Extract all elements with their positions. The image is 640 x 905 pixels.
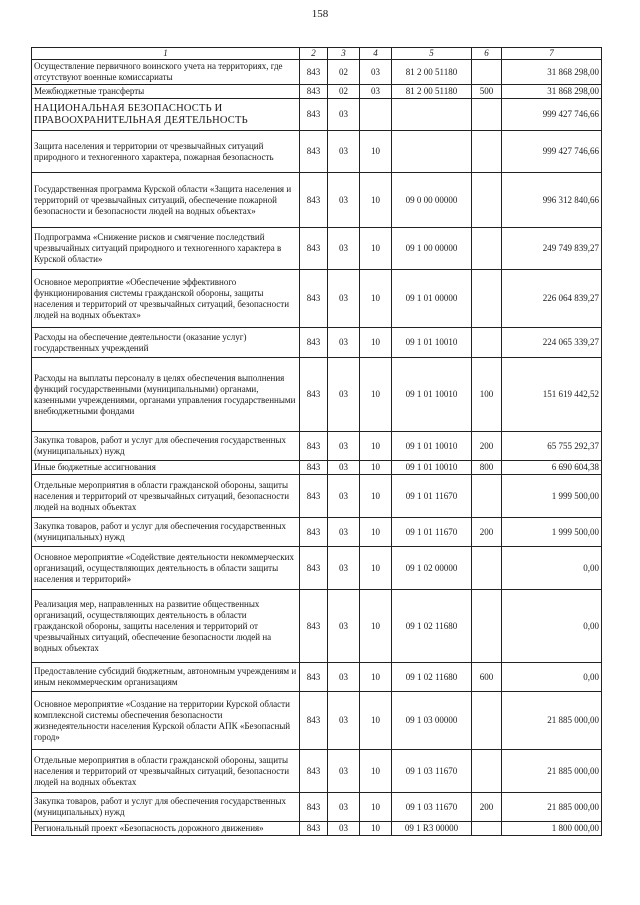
row-vr (472, 173, 502, 228)
row-name: Закупка товаров, работ и услуг для обеспечения государственных (муниципальных) нужд (32, 432, 300, 461)
row-sum: 226 064 839,27 (502, 270, 602, 328)
row-vr (472, 131, 502, 173)
row-pr: 03 (360, 60, 392, 85)
row-ved: 843 (300, 432, 328, 461)
row-pr: 10 (360, 793, 392, 822)
table-row (32, 692, 602, 750)
row-csr: 09 1 03 11670 (392, 793, 472, 822)
table-row (32, 85, 602, 99)
header-cell: 3 (328, 48, 360, 60)
row-pr: 10 (360, 750, 392, 793)
row-ved: 843 (300, 461, 328, 475)
row-ved: 843 (300, 475, 328, 518)
row-pr (360, 99, 392, 131)
row-rz: 03 (328, 793, 360, 822)
row-ved: 843 (300, 328, 328, 358)
header-cell: 5 (392, 48, 472, 60)
row-rz: 03 (328, 692, 360, 750)
row-ved: 843 (300, 358, 328, 432)
row-rz: 03 (328, 663, 360, 692)
row-pr: 10 (360, 822, 392, 836)
row-rz: 03 (328, 590, 360, 663)
header-row (32, 48, 602, 60)
row-csr: 09 1 01 00000 (392, 270, 472, 328)
row-rz: 03 (328, 432, 360, 461)
row-csr (392, 99, 472, 131)
table-row (32, 461, 602, 475)
row-csr: 09 1 02 11680 (392, 590, 472, 663)
row-ved: 843 (300, 518, 328, 547)
row-csr: 09 1 00 00000 (392, 228, 472, 270)
row-csr: 09 1 01 11670 (392, 518, 472, 547)
row-vr: 200 (472, 432, 502, 461)
row-sum: 6 690 604,38 (502, 461, 602, 475)
row-pr: 03 (360, 85, 392, 99)
row-csr: 81 2 00 51180 (392, 85, 472, 99)
row-pr: 10 (360, 228, 392, 270)
row-name: Расходы на обеспечение деятельности (оказание услуг) государственных учреждений (32, 328, 300, 358)
row-csr: 09 1 02 11680 (392, 663, 472, 692)
row-name: НАЦИОНАЛЬНАЯ БЕЗОПАСНОСТЬ И ПРАВООХРАНИТЕЛЬНАЯ ДЕЯТЕЛЬНОСТЬ (32, 99, 300, 131)
row-sum: 1 800 000,00 (502, 822, 602, 836)
row-vr: 200 (472, 793, 502, 822)
row-pr: 10 (360, 358, 392, 432)
row-pr: 10 (360, 547, 392, 590)
row-csr: 09 1 02 00000 (392, 547, 472, 590)
table-row (32, 270, 602, 328)
row-rz: 03 (328, 475, 360, 518)
row-pr: 10 (360, 590, 392, 663)
table-row (32, 663, 602, 692)
row-pr: 10 (360, 270, 392, 328)
row-sum: 151 619 442,52 (502, 358, 602, 432)
row-pr: 10 (360, 692, 392, 750)
row-pr: 10 (360, 518, 392, 547)
row-name: Межбюджетные трансферты (32, 85, 300, 99)
row-name: Отдельные мероприятия в области гражданской обороны, защиты населения и территорий от чрезвычайных ситуаций, безопасности людей на водных объектах (32, 750, 300, 793)
row-vr (472, 822, 502, 836)
row-pr: 10 (360, 663, 392, 692)
row-ved: 843 (300, 822, 328, 836)
header-cell: 7 (502, 48, 602, 60)
row-csr: 09 1 01 10010 (392, 358, 472, 432)
row-ved: 843 (300, 228, 328, 270)
row-pr: 10 (360, 432, 392, 461)
header-cell: 4 (360, 48, 392, 60)
row-rz: 03 (328, 131, 360, 173)
table-row (32, 822, 602, 836)
table-row (32, 793, 602, 822)
row-sum: 31 868 298,00 (502, 85, 602, 99)
row-vr (472, 60, 502, 85)
row-ved: 843 (300, 173, 328, 228)
row-rz: 03 (328, 461, 360, 475)
row-csr: 09 1 R3 00000 (392, 822, 472, 836)
row-ved: 843 (300, 131, 328, 173)
table-row (32, 173, 602, 228)
row-name: Отдельные мероприятия в области гражданской обороны, защиты населения и территорий от чрезвычайных ситуаций, безопасности людей на водных объектах (32, 475, 300, 518)
row-sum: 21 885 000,00 (502, 793, 602, 822)
row-vr (472, 228, 502, 270)
table-row (32, 475, 602, 518)
row-pr: 10 (360, 173, 392, 228)
row-rz: 03 (328, 358, 360, 432)
row-vr: 200 (472, 518, 502, 547)
row-ved: 843 (300, 85, 328, 99)
row-sum: 65 755 292,37 (502, 432, 602, 461)
row-vr: 100 (472, 358, 502, 432)
row-ved: 843 (300, 270, 328, 328)
row-name: Закупка товаров, работ и услуг для обеспечения государственных (муниципальных) нужд (32, 793, 300, 822)
row-sum: 999 427 746,66 (502, 131, 602, 173)
table-row (32, 358, 602, 432)
table-row (32, 99, 602, 131)
row-rz: 02 (328, 60, 360, 85)
row-sum: 999 427 746,66 (502, 99, 602, 131)
row-rz: 03 (328, 518, 360, 547)
row-ved: 843 (300, 750, 328, 793)
header-cell: 6 (472, 48, 502, 60)
row-ved: 843 (300, 547, 328, 590)
row-csr: 81 2 00 51180 (392, 60, 472, 85)
row-rz: 03 (328, 99, 360, 131)
row-pr: 10 (360, 475, 392, 518)
row-sum: 0,00 (502, 547, 602, 590)
row-rz: 03 (328, 547, 360, 590)
row-rz: 03 (328, 328, 360, 358)
row-csr: 09 1 03 00000 (392, 692, 472, 750)
row-vr (472, 547, 502, 590)
row-sum: 996 312 840,66 (502, 173, 602, 228)
row-sum: 0,00 (502, 663, 602, 692)
row-sum: 1 999 500,00 (502, 518, 602, 547)
table-row (32, 518, 602, 547)
row-csr: 09 1 01 10010 (392, 328, 472, 358)
header-cell: 1 (32, 48, 300, 60)
budget-table (31, 47, 602, 836)
row-vr: 800 (472, 461, 502, 475)
page-number: 158 (311, 8, 329, 20)
row-name: Иные бюджетные ассигнования (32, 461, 300, 475)
row-name: Основное мероприятие «Содействие деятельности некоммерческих организаций, осуществляющих деятельность в области защиты населения и территорий» (32, 547, 300, 590)
row-ved: 843 (300, 590, 328, 663)
row-sum: 224 065 339,27 (502, 328, 602, 358)
row-name: Закупка товаров, работ и услуг для обеспечения государственных (муниципальных) нужд (32, 518, 300, 547)
row-pr: 10 (360, 461, 392, 475)
row-name: Расходы на выплаты персоналу в целях обеспечения выполнения функций государственными (муниципальными) органами, казенными учреждениями, органами управления государственными внебюджетными фондами (32, 358, 300, 432)
row-vr (472, 692, 502, 750)
row-rz: 03 (328, 822, 360, 836)
row-csr: 09 1 01 10010 (392, 461, 472, 475)
row-rz: 03 (328, 270, 360, 328)
table-row (32, 750, 602, 793)
row-vr (472, 750, 502, 793)
row-vr (472, 590, 502, 663)
row-pr: 10 (360, 328, 392, 358)
row-csr: 09 1 03 11670 (392, 750, 472, 793)
row-rz: 03 (328, 750, 360, 793)
row-vr (472, 475, 502, 518)
row-vr (472, 270, 502, 328)
row-ved: 843 (300, 663, 328, 692)
row-sum: 249 749 839,27 (502, 228, 602, 270)
row-csr: 09 1 01 10010 (392, 432, 472, 461)
row-ved: 843 (300, 793, 328, 822)
row-sum: 31 868 298,00 (502, 60, 602, 85)
table-row (32, 328, 602, 358)
table-row (32, 432, 602, 461)
row-csr: 09 1 01 11670 (392, 475, 472, 518)
row-csr: 09 0 00 00000 (392, 173, 472, 228)
row-name: Основное мероприятие «Создание на территории Курской области комплексной системы обеспечения безопасности жизнедеятельности населения Курской области АПК «Безопасный город» (32, 692, 300, 750)
table-row (32, 60, 602, 85)
row-vr (472, 99, 502, 131)
row-rz: 03 (328, 228, 360, 270)
row-ved: 843 (300, 692, 328, 750)
row-vr: 600 (472, 663, 502, 692)
header-cell: 2 (300, 48, 328, 60)
table-row (32, 131, 602, 173)
row-pr: 10 (360, 131, 392, 173)
row-rz: 02 (328, 85, 360, 99)
row-name: Основное мероприятие «Обеспечение эффективного функционирования системы гражданской обороны, защиты населения и территорий от чрезвычайных ситуаций, безопасности людей на водных объектах» (32, 270, 300, 328)
row-vr: 500 (472, 85, 502, 99)
table-row (32, 590, 602, 663)
row-name: Подпрограмма «Снижение рисков и смягчение последствий чрезвычайных ситуаций природного и техногенного характера в Курской области» (32, 228, 300, 270)
row-name: Региональный проект «Безопасность дорожного движения» (32, 822, 300, 836)
row-name: Осуществление первичного воинского учета на территориях, где отсутствуют военные комиссариаты (32, 60, 300, 85)
row-ved: 843 (300, 60, 328, 85)
row-rz: 03 (328, 173, 360, 228)
row-sum: 21 885 000,00 (502, 692, 602, 750)
row-vr (472, 328, 502, 358)
row-name: Государственная программа Курской области «Защита населения и территорий от чрезвычайных ситуаций, обеспечение пожарной безопасности и безопасности людей на водных объектах» (32, 173, 300, 228)
row-ved: 843 (300, 99, 328, 131)
row-sum: 1 999 500,00 (502, 475, 602, 518)
row-name: Реализация мер, направленных на развитие общественных организаций, осуществляющих деятельность в области гражданской обороны, защиты населения и территорий от чрезвычайных ситуаций, обеспечение безопасности людей на водных объектах (32, 590, 300, 663)
row-csr (392, 131, 472, 173)
table-row (32, 547, 602, 590)
row-sum: 0,00 (502, 590, 602, 663)
row-sum: 21 885 000,00 (502, 750, 602, 793)
row-name: Предоставление субсидий бюджетным, автономным учреждениям и иным некоммерческим организациям (32, 663, 300, 692)
row-name: Защита населения и территории от чрезвычайных ситуаций природного и техногенного характера, пожарная безопасность (32, 131, 300, 173)
table-row (32, 228, 602, 270)
